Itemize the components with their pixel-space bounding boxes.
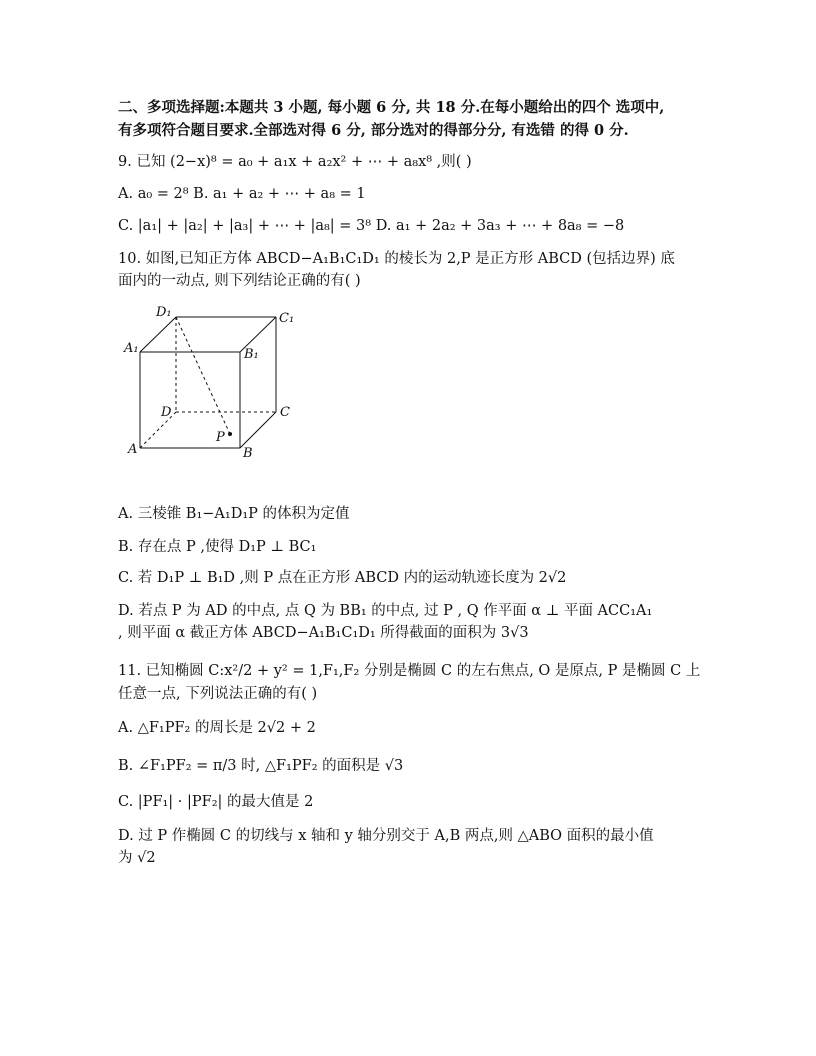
q9-options-ab: A. a₀ = 2⁸ B. a₁ + a₂ + ⋯ + a₈ = 1 [118, 186, 366, 202]
label-a: A [128, 442, 138, 457]
section-heading-line-2: 有多项符合题目要求.全部选对得 6 分, 部分选对的得部分分, 有选错 的得 0 分. [118, 122, 629, 139]
label-a1: A₁ [124, 341, 139, 356]
q10-stem-line-1: 10. 如图,已知正方体 ABCD−A₁B₁C₁D₁ 的棱长为 2,P 是正方形 ABCD (包括边界) 底 [118, 251, 675, 267]
q9-options-cd: C. |a₁| + |a₂| + |a₃| + ⋯ + |a₈| = 3⁸ D. a₁ + 2a₂ + 3a₃ + ⋯ + 8a₈ = −8 [118, 218, 625, 234]
q9-stem: 9. 已知 (2−x)⁸ = a₀ + a₁x + a₂x² + ⋯ + a₈x⁸ ,则( ) [118, 154, 472, 170]
q11-option-c: C. |PF₁| · |PF₂| 的最大值是 2 [118, 794, 314, 810]
cube-figure [118, 300, 308, 470]
label-p: P [216, 430, 225, 445]
q10-option-c: C. 若 D₁P ⊥ B₁D ,则 P 点在正方形 ABCD 内的运动轨迹长度为 2√2 [118, 570, 567, 586]
label-b1: B₁ [244, 347, 259, 362]
q10-option-a: A. 三棱锥 B₁−A₁D₁P 的体积为定值 [118, 506, 350, 522]
q11-option-d-line-2: 为 √2 [118, 850, 156, 866]
q11-stem-line-2: 任意一点, 下列说法正确的有( ) [118, 686, 318, 702]
q11-option-a: A. △F₁PF₂ 的周长是 2√2 + 2 [118, 720, 316, 736]
q10-option-b: B. 存在点 P ,使得 D₁P ⊥ BC₁ [118, 539, 317, 555]
label-d1: D₁ [156, 305, 172, 320]
q10-stem-line-2: 面内的一动点, 则下列结论正确的有( ) [118, 273, 361, 289]
label-d: D [161, 405, 172, 420]
q10-option-d-line-2: , 则平面 α 截正方体 ABCD−A₁B₁C₁D₁ 所得截面的面积为 3√3 [118, 625, 529, 641]
label-c1: C₁ [279, 311, 295, 326]
q11-stem-line-1: 11. 已知椭圆 C:x²/2 + y² = 1,F₁,F₂ 分别是椭圆 C 的左右焦点, O 是原点, P 是椭圆 C 上 [118, 663, 701, 679]
cube-diagram [118, 300, 308, 470]
label-c: C [280, 405, 290, 420]
q11-option-b: B. ∠F₁PF₂ = π/3 时, △F₁PF₂ 的面积是 √3 [118, 758, 404, 774]
section-heading-line-1: 二、多项选择题:本题共 3 小题, 每小题 6 分, 共 18 分.在每小题给出的四个 选项中, [118, 99, 665, 116]
q11-option-d-line-1: D. 过 P 作椭圆 C 的切线与 x 轴和 y 轴分别交于 A,B 两点,则 △ABO 面积的最小值 [118, 828, 654, 844]
q10-option-d-line-1: D. 若点 P 为 AD 的中点, 点 Q 为 BB₁ 的中点, 过 P , Q 作平面 α ⊥ 平面 ACC₁A₁ [118, 603, 653, 619]
label-b: B [243, 446, 253, 461]
